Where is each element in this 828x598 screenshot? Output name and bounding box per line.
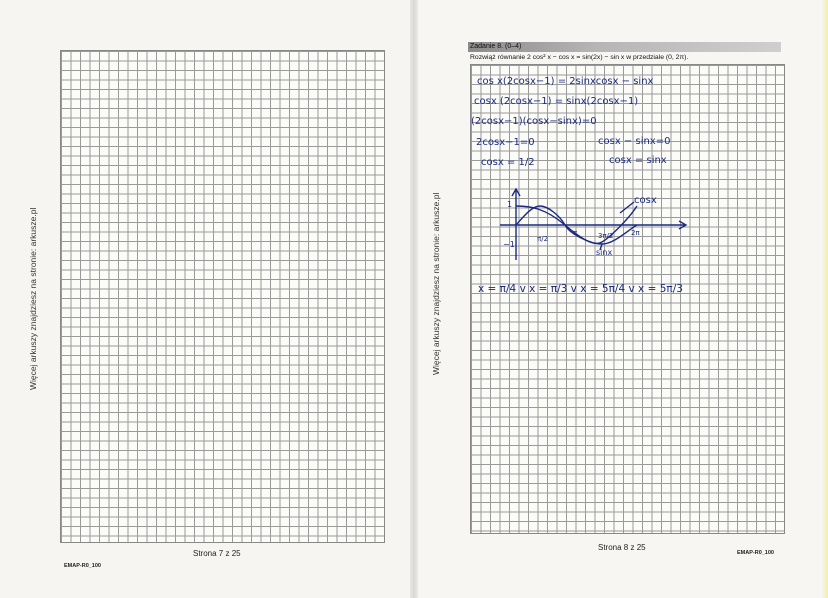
- right-graph-paper-grid: [470, 64, 785, 534]
- page-edge-highlight: [822, 0, 828, 598]
- sketch-sin-label: sinx: [596, 248, 613, 257]
- sketch-tick-two-pi: 2π: [631, 229, 640, 237]
- right-side-note: Więcej arkuszy znajdziesz na stronie: arkusze.pl: [431, 192, 441, 375]
- left-page-number: Strona 7 z 25: [193, 549, 241, 558]
- task-label: Zadanie 8. (0–4): [470, 43, 522, 50]
- left-graph-paper-grid: [60, 50, 385, 543]
- book-binding-fold: [410, 0, 418, 598]
- solution-line-2: cosx (2cosx−1) = sinx(2cosx−1): [474, 96, 639, 107]
- solution-line-4a: 2cosx−1=0: [476, 137, 535, 148]
- left-side-note: Więcej arkuszy znajdziesz na stronie: arkusze.pl: [28, 207, 38, 390]
- sketch-cos-label: cosx: [634, 195, 657, 206]
- sketch-tick-pi: π: [573, 229, 578, 237]
- solution-line-5a: cosx = 1/2: [481, 157, 535, 168]
- sketch-tick-three-pi-half: 3π/2: [598, 232, 614, 240]
- right-sheet-code: EMAP-R0_100: [737, 550, 774, 556]
- sketch-one-label: 1: [507, 200, 513, 209]
- solution-line-1: cos x(2cosx−1) = 2sinxcosx − sinx: [477, 76, 654, 87]
- left-sheet-code: EMAP-R0_100: [64, 563, 101, 569]
- final-answer: x = π/4 v x = π/3 v x = 5π/4 v x = 5π/3: [478, 283, 683, 295]
- solution-line-3: (2cosx−1)(cosx−sinx)=0: [471, 116, 597, 127]
- task-statement: Rozwiąż równanie 2 cos² x − cos x = sin(2x) − sin x w przedziale (0, 2π).: [470, 54, 689, 61]
- sketch-tick-pi-half: π/2: [537, 235, 549, 243]
- sine-cosine-sketch: [470, 180, 700, 270]
- solution-line-5b: cosx = sinx: [609, 155, 667, 166]
- solution-line-4b: cosx − sinx=0: [598, 136, 671, 147]
- right-page: [414, 0, 828, 598]
- right-page-number: Strona 8 z 25: [598, 543, 646, 552]
- sketch-cos-pointer: [620, 202, 634, 213]
- sketch-minus-one-label: −1: [503, 240, 515, 249]
